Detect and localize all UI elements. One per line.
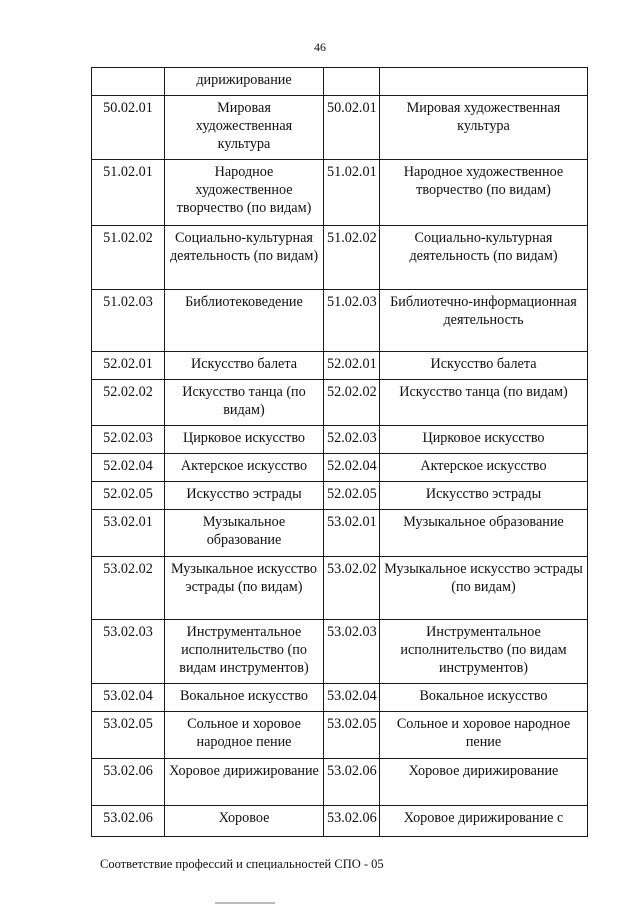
code-old-cell: 51.02.01 <box>92 160 165 226</box>
code-old-cell: 53.02.06 <box>92 759 165 806</box>
code-new-cell: 51.02.01 <box>324 160 380 226</box>
table-row <box>92 290 588 352</box>
table-row <box>92 557 588 620</box>
name-old-cell: Инструментальное исполнительство (по видам инструментов) <box>165 620 324 684</box>
name-new-cell: Сольное и хоровое народное пение <box>380 712 588 759</box>
name-old-cell: Сольное и хоровое народное пение <box>165 712 324 759</box>
code-new-cell: 53.02.03 <box>324 620 380 684</box>
table-row <box>92 68 588 96</box>
name-new-cell: Мировая художественная культура <box>380 96 588 160</box>
code-old-cell: 52.02.02 <box>92 380 165 426</box>
name-new-cell: Социально-культурная деятельность (по видам) <box>380 226 588 290</box>
code-new-cell: 52.02.05 <box>324 482 380 510</box>
name-old-cell: Хоровое дирижирование <box>165 759 324 806</box>
code-old-cell: 53.02.03 <box>92 620 165 684</box>
name-new-cell: Искусство танца (по видам) <box>380 380 588 426</box>
table-row <box>92 482 588 510</box>
name-old-cell: Мировая художественная культура <box>165 96 324 160</box>
code-old-cell <box>92 68 165 96</box>
code-old-cell: 50.02.01 <box>92 96 165 160</box>
table-row <box>92 712 588 759</box>
name-new-cell <box>380 68 588 96</box>
name-old-cell: Музыкальное искусство эстрады (по видам) <box>165 557 324 620</box>
code-old-cell: 53.02.06 <box>92 806 165 837</box>
code-new-cell: 50.02.01 <box>324 96 380 160</box>
table-row <box>92 96 588 160</box>
name-old-cell: Хоровое <box>165 806 324 837</box>
name-old-cell: Искусство балета <box>165 352 324 380</box>
name-old-cell: Библиотековедение <box>165 290 324 352</box>
code-old-cell: 52.02.01 <box>92 352 165 380</box>
table-row <box>92 620 588 684</box>
code-old-cell: 53.02.01 <box>92 510 165 557</box>
name-new-cell: Искусство эстрады <box>380 482 588 510</box>
name-new-cell: Хоровое дирижирование с <box>380 806 588 837</box>
name-new-cell: Актерское искусство <box>380 454 588 482</box>
table-body <box>92 68 588 837</box>
name-new-cell: Библиотечно-информационная деятельность <box>380 290 588 352</box>
scan-edge-mark <box>215 902 275 904</box>
code-new-cell: 52.02.01 <box>324 352 380 380</box>
code-new-cell: 53.02.02 <box>324 557 380 620</box>
name-new-cell: Искусство балета <box>380 352 588 380</box>
table-row <box>92 684 588 712</box>
table-row <box>92 426 588 454</box>
code-old-cell: 52.02.05 <box>92 482 165 510</box>
code-new-cell: 53.02.01 <box>324 510 380 557</box>
name-new-cell: Музыкальное искусство эстрады (по видам) <box>380 557 588 620</box>
table-row <box>92 759 588 806</box>
code-old-cell: 52.02.04 <box>92 454 165 482</box>
name-new-cell: Музыкальное образование <box>380 510 588 557</box>
table-row <box>92 510 588 557</box>
table-row <box>92 806 588 837</box>
name-old-cell: Музыкальное образование <box>165 510 324 557</box>
code-new-cell: 52.02.03 <box>324 426 380 454</box>
name-old-cell: Народное художественное творчество (по видам) <box>165 160 324 226</box>
code-old-cell: 51.02.03 <box>92 290 165 352</box>
name-new-cell: Инструментальное исполнительство (по видам инструментов) <box>380 620 588 684</box>
correspondence-table <box>91 67 588 837</box>
name-old-cell: дирижирование <box>165 68 324 96</box>
name-old-cell: Социально-культурная деятельность (по видам) <box>165 226 324 290</box>
document-footer: Соответствие профессий и специальностей СПО - 05 <box>100 857 384 871</box>
name-old-cell: Искусство эстрады <box>165 482 324 510</box>
code-new-cell: 52.02.04 <box>324 454 380 482</box>
table-row <box>92 226 588 290</box>
table-row <box>92 160 588 226</box>
name-old-cell: Актерское искусство <box>165 454 324 482</box>
code-old-cell: 51.02.02 <box>92 226 165 290</box>
code-new-cell: 53.02.05 <box>324 712 380 759</box>
code-new-cell: 53.02.04 <box>324 684 380 712</box>
code-old-cell: 52.02.03 <box>92 426 165 454</box>
name-new-cell: Вокальное искусство <box>380 684 588 712</box>
page-number: 46 <box>314 40 326 54</box>
code-new-cell <box>324 68 380 96</box>
code-new-cell: 53.02.06 <box>324 806 380 837</box>
code-new-cell: 52.02.02 <box>324 380 380 426</box>
name-new-cell: Хоровое дирижирование <box>380 759 588 806</box>
code-new-cell: 51.02.02 <box>324 226 380 290</box>
table-row <box>92 352 588 380</box>
code-old-cell: 53.02.04 <box>92 684 165 712</box>
table-row <box>92 380 588 426</box>
name-new-cell: Цирковое искусство <box>380 426 588 454</box>
code-new-cell: 53.02.06 <box>324 759 380 806</box>
table-row <box>92 454 588 482</box>
code-old-cell: 53.02.05 <box>92 712 165 759</box>
code-old-cell: 53.02.02 <box>92 557 165 620</box>
code-new-cell: 51.02.03 <box>324 290 380 352</box>
name-new-cell: Народное художественное творчество (по видам) <box>380 160 588 226</box>
name-old-cell: Искусство танца (по видам) <box>165 380 324 426</box>
name-old-cell: Цирковое искусство <box>165 426 324 454</box>
name-old-cell: Вокальное искусство <box>165 684 324 712</box>
